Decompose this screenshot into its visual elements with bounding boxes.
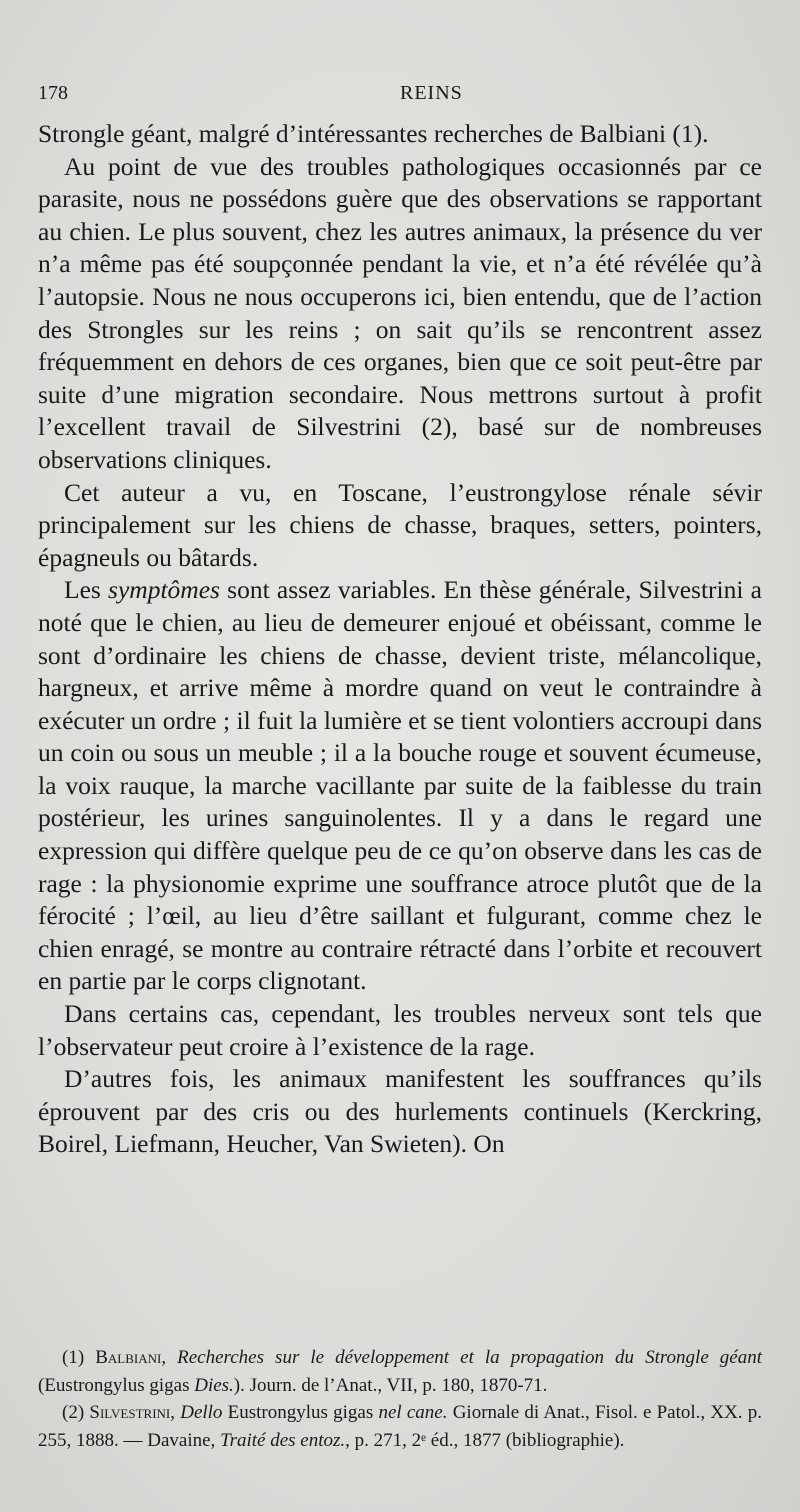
footnote-author: Balbiani,: [95, 1347, 167, 1368]
footnote: [38, 1344, 762, 1399]
paragraph-text: Cet auteur a vu, en Toscane, l’eustrongylose rénale sévir principalement sur les chiens de chasse, braques, setters, pointers, épagneuls ou bâtards.: [38, 477, 762, 572]
footnote-abbr: Dies.: [194, 1374, 234, 1396]
footnote-marker: (2): [62, 1402, 85, 1423]
footnotes: [38, 1344, 762, 1454]
paragraph-text: Au point de vue des troubles pathologiques occasionnés par ce parasite, nous ne possédons guère que des observations se rapportant au chien. Le plus souvent, chez les autres animaux, la présence du ver n’a même pas été soupçonnée pendant la vie, et n’a été révélée qu’à l’autopsie. Nous ne nous occuperons ici, bien entendu, que de l’action des Strongles sur les reins ; on sait qu’ils se rencontrent assez fréquemment en dehors de ces organes, bien que ce soit peut-être par suite d’une migration secondaire. Nous mettrons surtout à profit l’excellent travail de Silvestrini (2), basé sur de nombreuses observations cliniques.: [38, 151, 762, 474]
footnote-title-2: Traité des entoz.: [220, 1429, 346, 1451]
footnote: [38, 1399, 762, 1454]
page-number: 178: [38, 82, 68, 104]
footnote-text: (Eustrongylus gigas: [38, 1374, 195, 1396]
paragraph: [38, 998, 762, 1063]
footnote-tail-2: , p. 271, 2ᵉ éd., 1877 (bibliographie).: [345, 1429, 625, 1451]
page-header: [38, 82, 762, 110]
footnote-marker: (1): [62, 1347, 85, 1368]
paragraph: [38, 574, 762, 998]
footnote-author: Silvestrini,: [89, 1402, 175, 1423]
running-title: REINS: [400, 82, 463, 104]
footnote-title: Recherches sur le développement et la propagation du Strongle géant: [177, 1347, 763, 1368]
footnote-title: Dello: [180, 1402, 223, 1423]
paragraph-text: sont assez variables. En thèse générale, Silvestrini a noté que le chien, au lieu de demeurer enjoué et obéissant, comme le sont d’ordinaire les chiens de chasse, devient triste, mélancolique, hargneux, et arrive même à mordre quand on veut le contraindre à exécuter un ordre ; il fuit la lumière et se tient volontiers accroupi dans un coin ou sous un meuble ; il a la bouche rouge et souvent écumeuse, la voix rauque, la marche vacillante par suite de la faiblesse du train postérieur, les urines sanguinolentes. Il y a dans le regard une expression qui diffère quelque peu de ce qu’on observe dans les cas de rage : la physionomie exprime une souffrance atroce plutôt que de la férocité ; l’œil, au lieu d’être saillant et fulgurant, comme chez le chien enragé, se montre au contraire rétracté dans l’orbite et recouvert en partie par le corps clignotant.: [38, 575, 763, 996]
paragraph-text: Dans certains cas, cependant, les troubles nerveux sont tels que l’observateur peut croire à l’existence de la rage.: [38, 999, 762, 1061]
paragraph: [38, 1063, 762, 1161]
footnote-tail: Giornale di Anat., Fisol. e Patol., XX. p. 255, 1888. — Davaine,: [38, 1402, 763, 1451]
paragraph: [38, 118, 762, 151]
paragraph-lead: Les: [64, 575, 109, 605]
paragraph-text: D’autres fois, les animaux manifestent les souffrances qu’ils éprouvent par des cris ou des hurlements continuels (Kerckring, Boirel, Liefmann, Heucher, Van Swieten). On: [38, 1064, 762, 1159]
footnote-abbr: nel cane.: [378, 1402, 448, 1423]
footnote-tail: ). Journ. de l’Anat., VII, p. 180, 1870-71.: [233, 1374, 548, 1396]
paragraph-text: Strongle géant, malgré d’intéressantes recherches de Balbiani (1).: [38, 119, 709, 148]
paragraph: [38, 477, 762, 575]
paragraph-italic: symptômes: [108, 575, 220, 605]
paragraph: [38, 151, 762, 477]
body-text: [38, 118, 762, 1161]
footnote-text: Eustrongylus gigas: [222, 1402, 379, 1423]
